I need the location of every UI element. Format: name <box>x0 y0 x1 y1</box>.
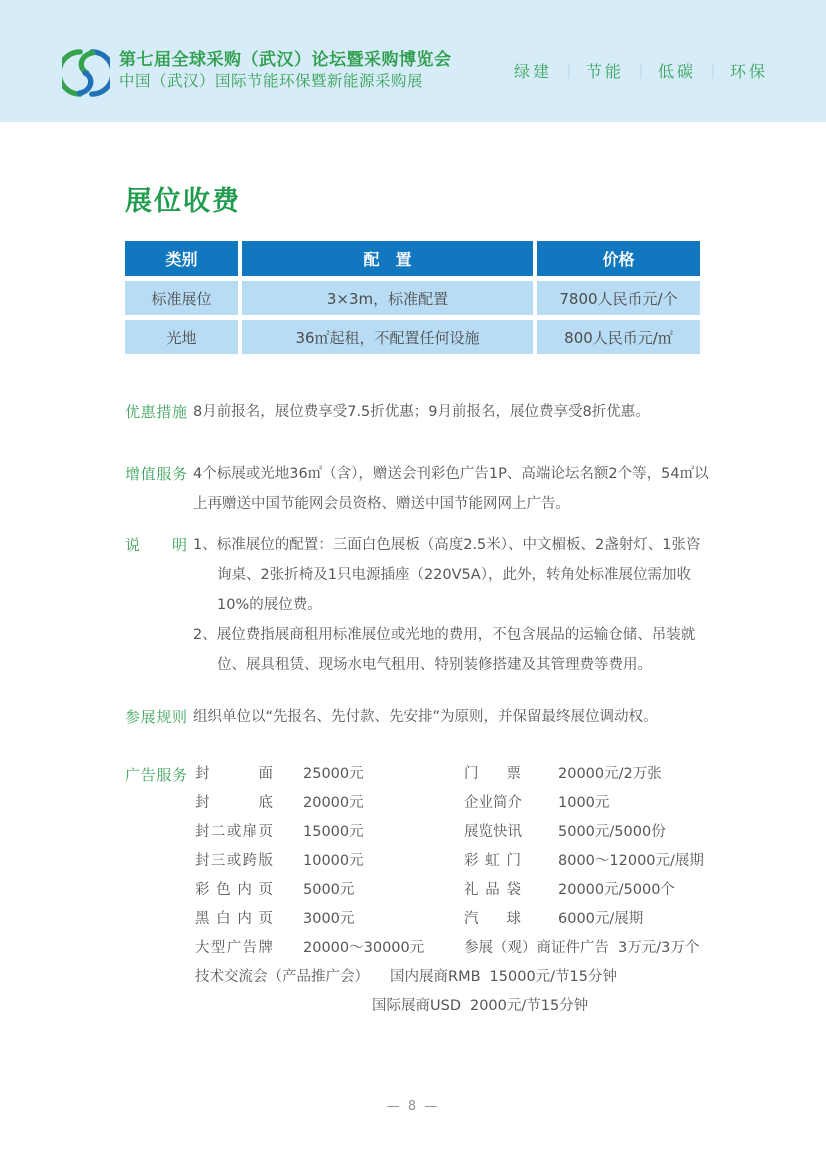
ad-item-price: 2000元/节15分钟 <box>469 998 589 1014</box>
ad-item-name: 礼品袋 <box>464 882 521 898</box>
section-notes <box>125 530 709 680</box>
ad-row <box>193 760 723 789</box>
fee-table-header-category: 类别 <box>125 241 238 276</box>
ad-item-price: 5000元 <box>303 882 355 898</box>
fee-table-header-price: 价格 <box>537 241 700 276</box>
slogan-separator: ｜ <box>561 65 576 81</box>
section-label-rules: 参展规则 <box>125 708 187 726</box>
note-item-1: 1、标准展位的配置：三面白色展板（高度2.5米）、中文楣板、2盏射灯、1张咨询桌、2张折椅及1只电源插座（220V5A），此外，转角处标准展位需加收10%的展位费。 <box>193 537 701 613</box>
section-label-discount: 优惠措施 <box>125 403 187 421</box>
slogan-item: 环保 <box>729 62 768 81</box>
ad-item-price: 3万元/3万个 <box>618 940 700 956</box>
ad-item-name: 彩虹门 <box>464 853 521 869</box>
ad-item-name: 展览快讯 <box>464 824 522 840</box>
ad-item-price: 6000元/展期 <box>558 911 644 927</box>
slogan-separator: ｜ <box>633 65 648 81</box>
fee-table-cell-category: 光地 <box>125 320 238 354</box>
ad-row <box>193 905 723 934</box>
ad-item-price: 20000元/2万张 <box>558 766 662 782</box>
ad-item-name: 汽球 <box>464 911 521 927</box>
ad-item-name: 黑白内页 <box>195 911 273 927</box>
ad-row <box>193 876 723 905</box>
section-ad-services <box>125 760 723 1021</box>
ad-row <box>193 847 723 876</box>
section-label-ad-services: 广告服务 <box>125 766 187 784</box>
section-discount <box>125 397 709 427</box>
fee-table-cell-config: 36㎡起租，不配置任何设施 <box>242 320 533 354</box>
ad-item-name: 参展（观）商证件广告 <box>464 940 609 956</box>
ad-item-name: 大型广告牌 <box>195 940 273 956</box>
fee-table-cell-config: 3×3m，标准配置 <box>242 281 533 315</box>
fee-table-cell-price: 800人民币元/㎡ <box>537 320 700 354</box>
ad-row <box>193 789 723 818</box>
expo-logo-icon <box>62 46 110 100</box>
page-header <box>0 0 826 122</box>
ad-item-name: 封二或扉页 <box>195 824 273 840</box>
ad-item-price: 15000元 <box>303 824 364 840</box>
ad-row <box>193 934 723 963</box>
header-slogan <box>514 59 768 82</box>
ad-item-price: 3000元 <box>303 911 355 927</box>
ad-item-price: 10000元 <box>303 853 364 869</box>
expo-title-line2: 中国（武汉）国际节能环保暨新能源采购展 <box>119 72 424 90</box>
ad-item-name: 封三或跨版 <box>195 853 273 869</box>
section-label-notes: 说明 <box>125 536 187 554</box>
fee-table-header-config: 配 置 <box>242 241 533 276</box>
brand-titles <box>119 46 452 92</box>
ad-item-price: 20000元 <box>303 795 364 811</box>
ad-item-price: 1000元 <box>558 795 610 811</box>
slogan-item: 低碳 <box>657 62 696 81</box>
page-number: — 8 — <box>386 1099 440 1114</box>
ad-row-meeting <box>193 992 723 1021</box>
ad-item-name: 封底 <box>195 795 273 811</box>
ad-item-name: 企业简介 <box>464 795 522 811</box>
brand-block <box>62 46 452 100</box>
discount-text: 8月前报名，展位费享受7.5折优惠；9月前报名，展位费享受8折优惠。 <box>193 404 650 420</box>
ad-item-name: 门票 <box>464 766 521 782</box>
page-title: 展位收费 <box>125 186 241 217</box>
expo-title-line1: 第七届全球采购（武汉）论坛暨采购博览会 <box>119 50 452 70</box>
ad-item-price: 8000～12000元/展期 <box>558 853 704 869</box>
ad-row-meeting <box>193 963 723 992</box>
ad-item-subname: 国内展商RMB <box>390 969 481 985</box>
ad-item-price: 5000元/5000份 <box>558 824 666 840</box>
ad-item-subname: 国际展商USD <box>372 998 461 1014</box>
section-label-value-added: 增值服务 <box>125 465 187 483</box>
section-value-added <box>125 459 709 519</box>
section-rules <box>125 702 709 732</box>
rules-text: 组织单位以“先报名、先付款、先安排”为原则，并保留最终展位调动权。 <box>193 709 658 725</box>
ad-item-price: 20000元/5000个 <box>558 882 675 898</box>
ad-row <box>193 818 723 847</box>
note-item-2: 2、展位费指展商租用标准展位或光地的费用，不包含展品的运输仓储、吊装就位、展具租赁、现场水电气租用、特别装修搭建及其管理费等费用。 <box>193 627 696 673</box>
ad-item-price: 20000～30000元 <box>303 940 425 956</box>
fee-table-cell-category: 标准展位 <box>125 281 238 315</box>
ad-item-name: 技术交流会（产品推广会） <box>195 969 369 985</box>
fee-table <box>125 241 700 354</box>
ad-item-name: 彩色内页 <box>195 882 273 898</box>
slogan-item: 节能 <box>585 62 624 81</box>
ad-item-price: 25000元 <box>303 766 364 782</box>
fee-table-cell-price: 7800人民币元/个 <box>537 281 700 315</box>
value-added-text: 4个标展或光地36㎡（含），赠送会刊彩色广告1P、高端论坛名额2个等，54㎡以上再赠送中国节能网会员资格、赠送中国节能网网上广告。 <box>193 466 709 512</box>
slogan-separator: ｜ <box>705 65 720 81</box>
slogan-item: 绿建 <box>513 62 552 81</box>
ad-item-price: 15000元/节15分钟 <box>489 969 618 985</box>
ad-item-name: 封面 <box>195 766 273 782</box>
